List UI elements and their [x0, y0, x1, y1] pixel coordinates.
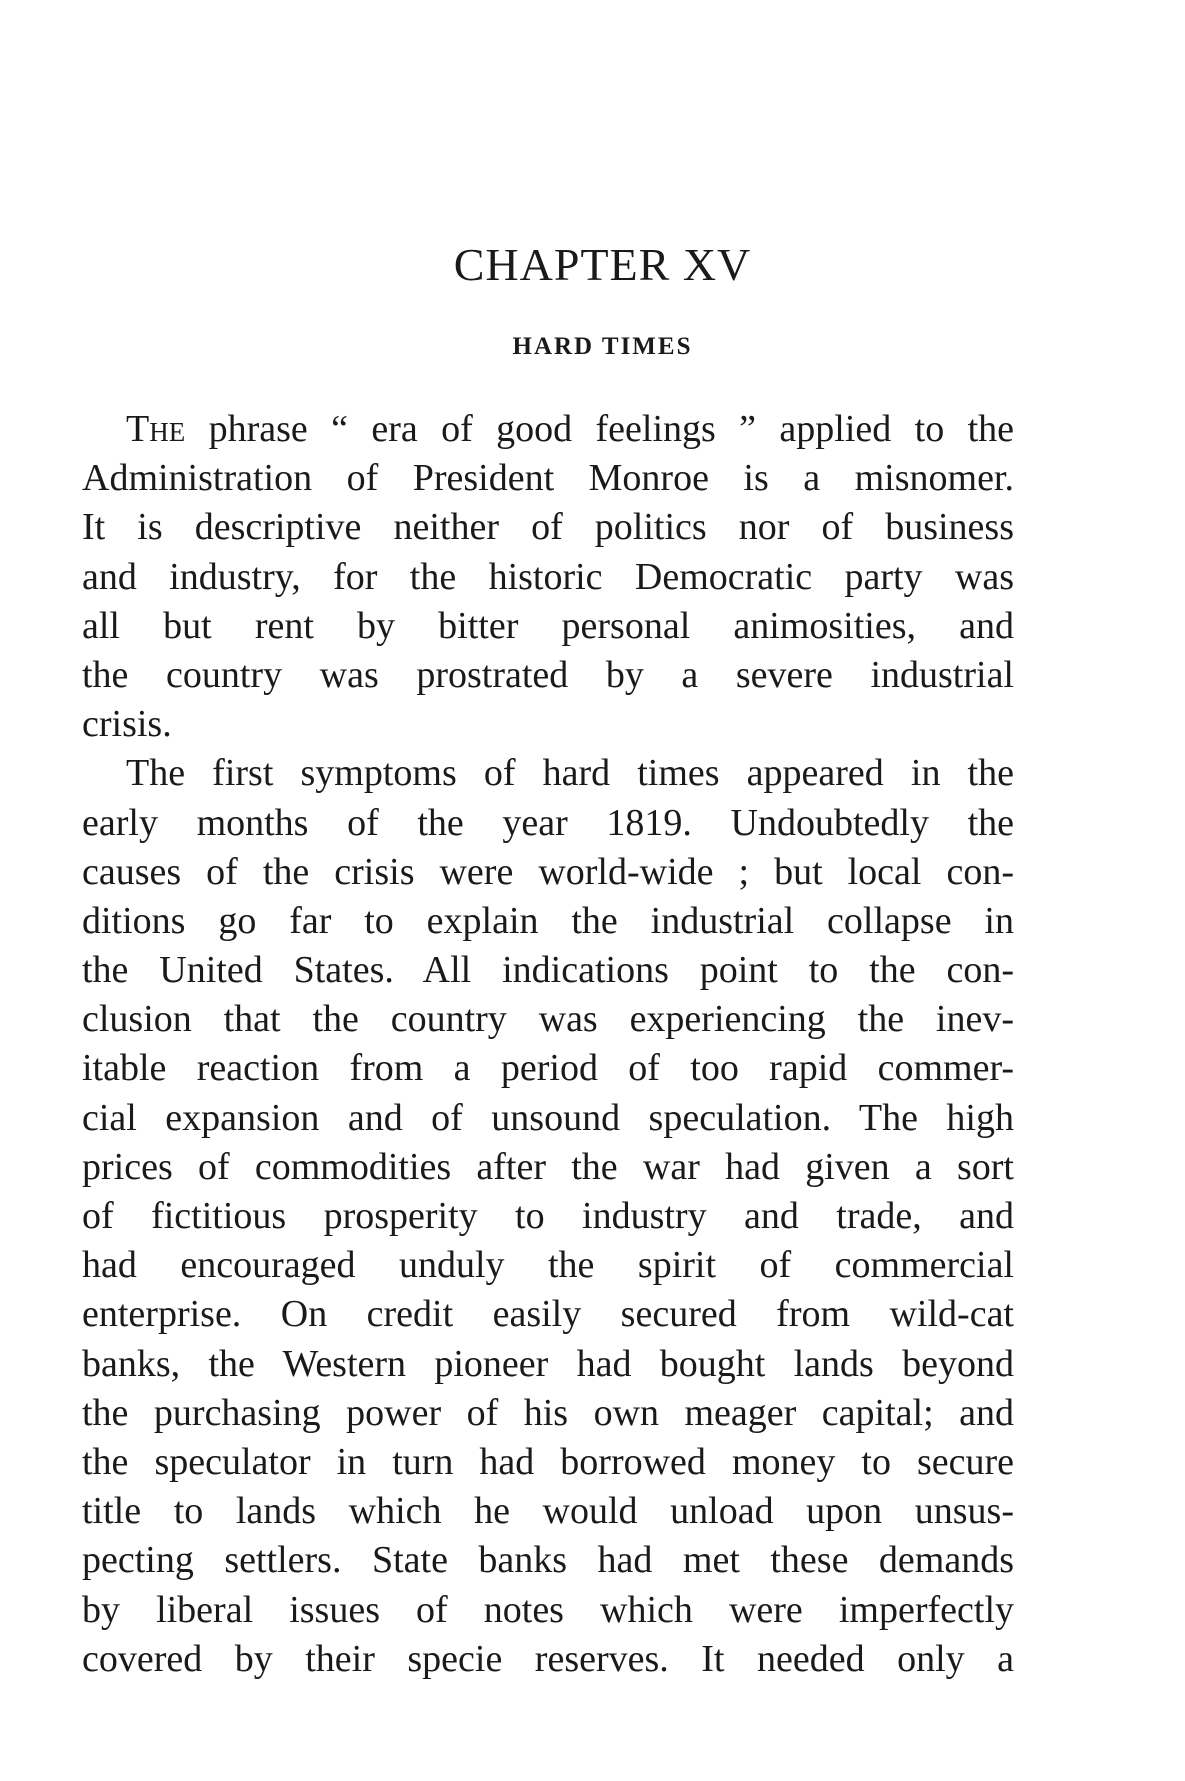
text-line: the country was prostrated by a severe industrial	[82, 653, 1014, 696]
text-line: It is descriptive neither of politics nor of business	[82, 506, 1014, 549]
text-line: causes of the crisis were world-wide ; but local con-	[82, 850, 1014, 893]
text-line: of fictitious prosperity to industry and trade, and	[82, 1195, 1014, 1237]
text-line: crisis.	[82, 703, 172, 746]
text-line: prices of commodities after the war had given a sort	[82, 1145, 1014, 1188]
text-line: ditions go far to explain the industrial collapse in	[82, 899, 1014, 942]
text-line: Administration of President Monroe is a misnomer.	[82, 457, 1014, 500]
text-line: all but rent by bitter personal animosities, and	[82, 604, 1014, 647]
text-line: and industry, for the historic Democratic party was	[82, 555, 1014, 598]
text-line: covered by their specie reserves. It needed only a	[82, 1637, 1014, 1680]
text-line: the speculator in turn had borrowed money to secure	[82, 1440, 1014, 1483]
text-line: pecting settlers. State banks had met these demands	[82, 1539, 1014, 1582]
text-line: banks, the Western pioneer had bought lands beyond	[82, 1342, 1014, 1385]
text-line: clusion that the country was experiencing the inev-	[82, 998, 1014, 1041]
text-line: by liberal issues of notes which were imperfectly	[82, 1588, 1014, 1631]
text-line: had encouraged unduly the spirit of commercial	[82, 1244, 1014, 1287]
body-text	[82, 405, 1014, 1684]
text-line: The first symptoms of hard times appeared in the	[126, 752, 1014, 795]
lead-word: The	[126, 408, 186, 450]
text-line: the United States. All indications point to the con-	[82, 949, 1014, 992]
chapter-subtitle: HARD TIMES	[512, 333, 693, 360]
text-line: itable reaction from a period of too rapid commer-	[82, 1047, 1014, 1090]
text-line: The phrase “ era of good feelings ” applied to the	[126, 408, 1014, 450]
text-line: cial expansion and of unsound speculation. The high	[82, 1096, 1014, 1139]
text-line: title to lands which he would unload upon unsus-	[82, 1490, 1014, 1533]
text-line: early months of the year 1819. Undoubtedly the	[82, 801, 1014, 844]
text-line: enterprise. On credit easily secured from wild-cat	[82, 1293, 1014, 1336]
text-line: the purchasing power of his own meager capital; and	[82, 1391, 1014, 1434]
chapter-title: CHAPTER XV	[453, 239, 752, 290]
